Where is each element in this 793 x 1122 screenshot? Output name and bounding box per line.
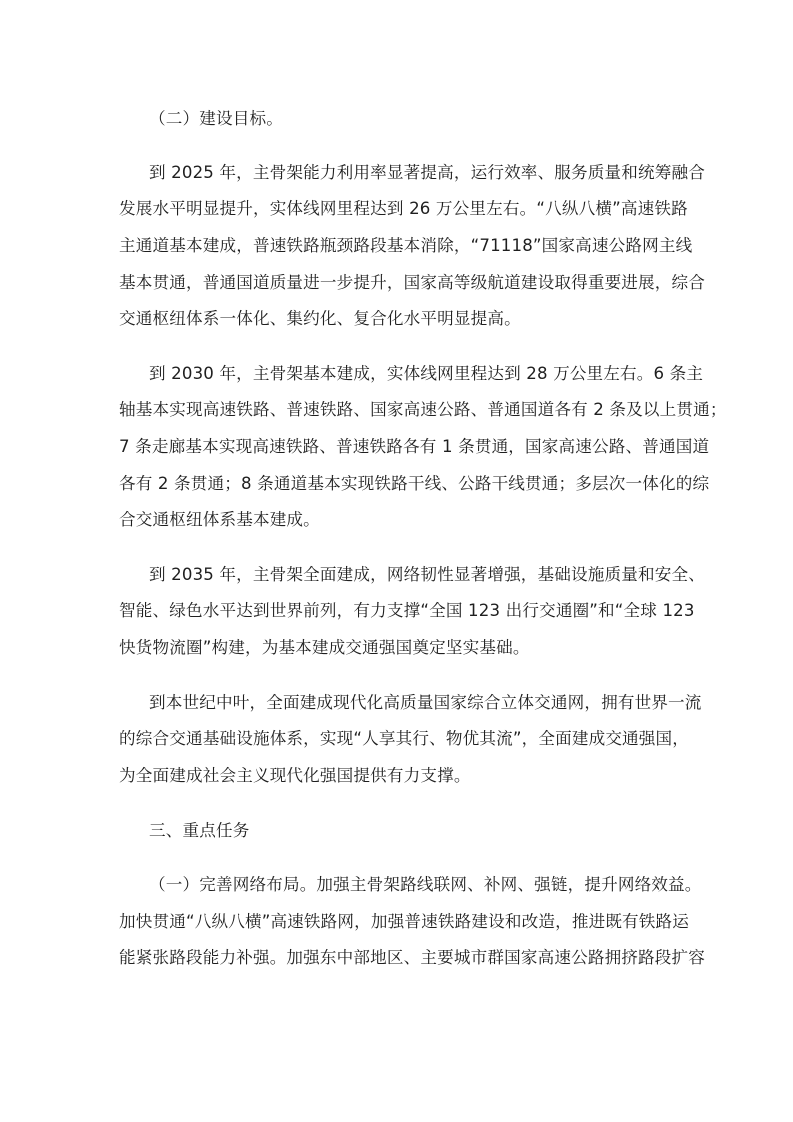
paragraph-2035-line: 快货物流圈”构建，为基本建成交通强国奠定坚实基础。 (119, 638, 530, 657)
paragraph-2035-line: 到 2035 年，主骨架全面建成，网络韧性显著增强，基础设施质量和安全、 (149, 565, 705, 584)
paragraph-2035-line: 智能、绿色水平达到世界前列，有力支撑“全国 123 出行交通圈”和“全球 123 (119, 601, 695, 620)
paragraph-2030-line: 合交通枢纽体系基本建成。 (119, 510, 320, 529)
paragraph-2025-line: 交通枢纽体系一体化、集约化、复合化水平明显提高。 (119, 309, 521, 328)
paragraph-2025-line: 基本贯通，普通国道质量进一步提升，国家高等级航道建设取得重要进展，综合 (119, 273, 706, 292)
paragraph-2030-line: 到 2030 年，主骨架基本建成，实体线网里程达到 28 万公里左右。6 条主 (149, 364, 704, 383)
paragraph-2030-line: 轴基本实现高速铁路、普速铁路、国家高速公路、普通国道各有 2 条及以上贯通； (119, 400, 727, 419)
paragraph-2025-line: 主通道基本建成，普速铁路瓶颈路段基本消除，“71118”国家高速公路网主线 (119, 236, 693, 255)
paragraph-midcentury-line: 为全面建成社会主义现代化强国提供有力支撑。 (119, 766, 471, 785)
paragraph-2030-line: 7 条走廊基本实现高速铁路、普速铁路各有 1 条贯通，国家高速公路、普通国道 (119, 437, 710, 456)
section-heading-tasks: 三、重点任务 (149, 821, 250, 840)
section-heading-goals: （二）建设目标。 (149, 109, 283, 128)
paragraph-network-line: 能紧张路段能力补强。加强东中部地区、主要城市群国家高速公路拥挤路段扩容 (119, 948, 706, 967)
paragraph-network-line: （一）完善网络布局。加强主骨架路线联网、补网、强链，提升网络效益。 (149, 875, 702, 894)
paragraph-midcentury-line: 到本世纪中叶，全面建成现代化高质量国家综合立体交通网，拥有世界一流 (149, 693, 702, 712)
paragraph-network-line: 加快贯通“八纵八横”高速铁路网，加强普速铁路建设和改造，推进既有铁路运 (119, 912, 690, 931)
paragraph-2025-line: 发展水平明显提升，实体线网里程达到 26 万公里左右。“八纵八横”高速铁路 (119, 199, 688, 218)
paragraph-midcentury-line: 的综合交通基础设施体系，实现“人享其行、物优其流”，全面建成交通强国， (119, 729, 690, 748)
paragraph-2030-line: 各有 2 条贯通；8 条通道基本实现铁路干线、公路干线贯通；多层次一体化的综 (119, 474, 710, 493)
paragraph-2025-line: 到 2025 年，主骨架能力利用率显著提高，运行效率、服务质量和统筹融合 (149, 163, 705, 182)
